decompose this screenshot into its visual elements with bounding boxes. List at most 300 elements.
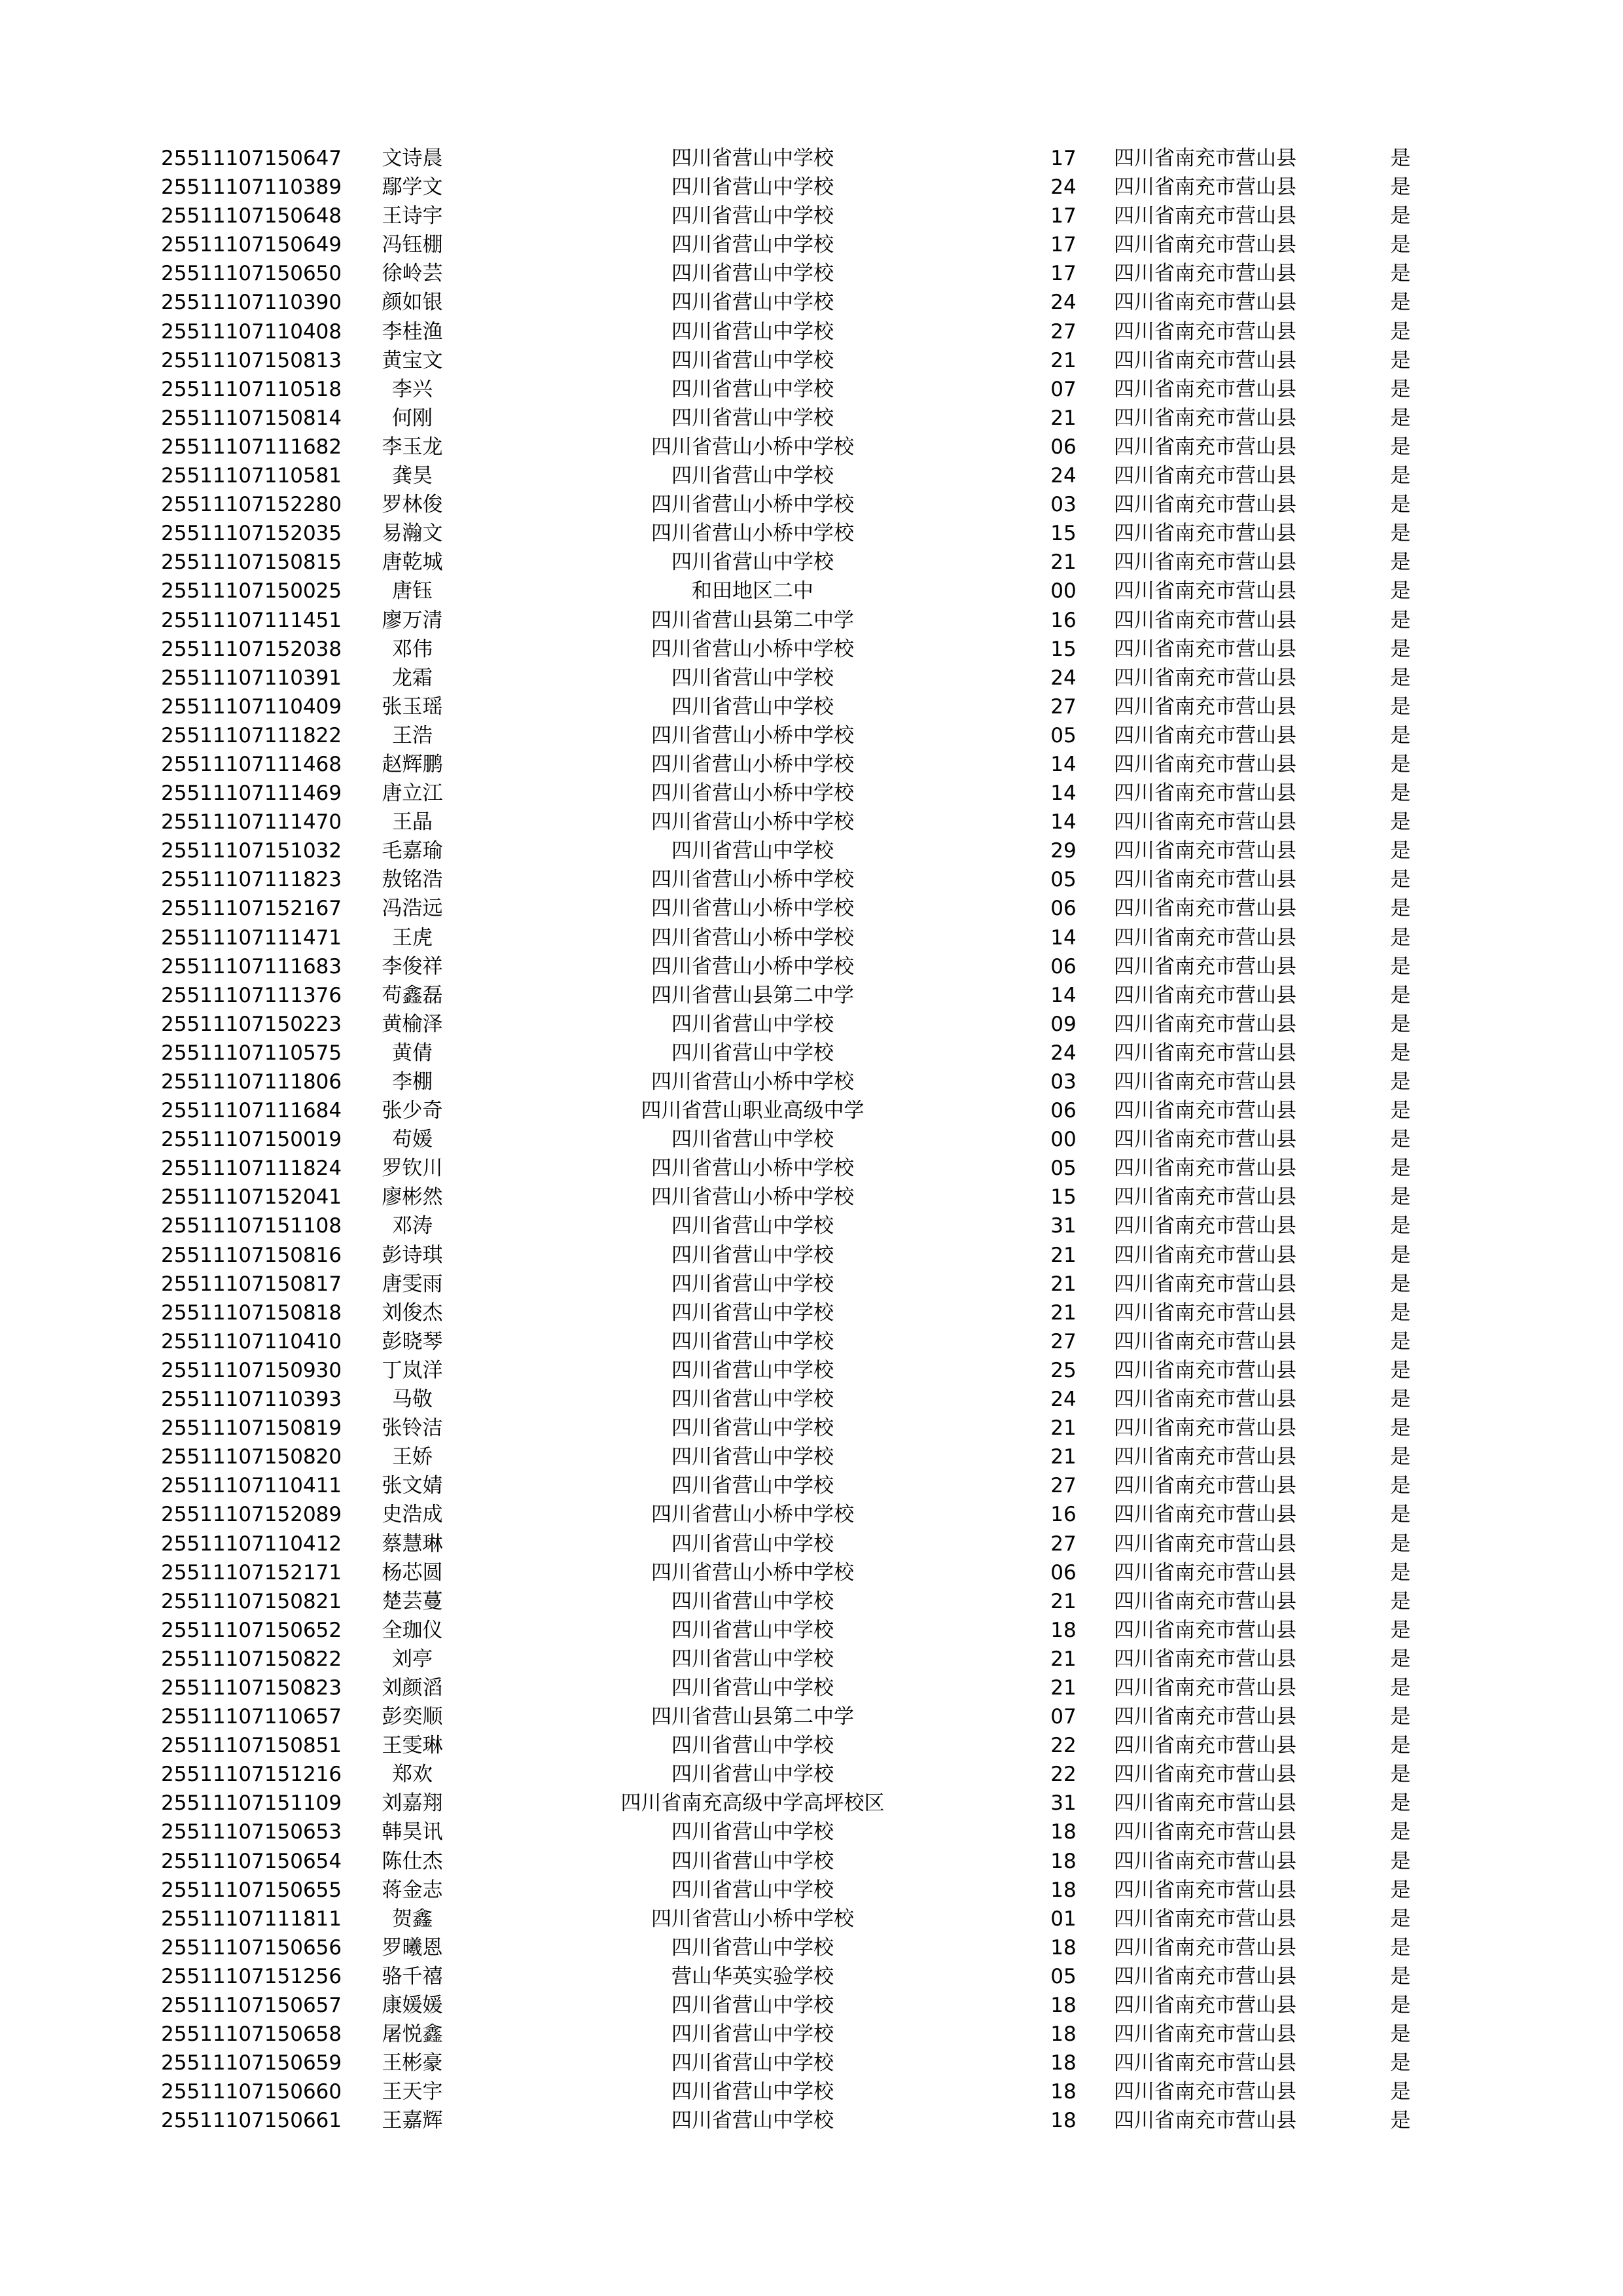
- cell-flag: 是: [1390, 666, 1411, 690]
- table-row: [0, 433, 1623, 461]
- table-row: [0, 1385, 1623, 1414]
- table-row: [0, 259, 1623, 288]
- cell-region: 四川省南充市营山县: [1114, 810, 1296, 834]
- cell-flag: 是: [1390, 1849, 1411, 1873]
- cell-region: 四川省南充市营山县: [1114, 1128, 1296, 1152]
- cell-number: 18: [1050, 1935, 1077, 1960]
- cell-id: 25511107150649: [161, 233, 342, 257]
- table-row: [0, 1674, 1623, 1702]
- cell-name: 文诗晨: [382, 147, 443, 170]
- cell-number: 15: [1050, 522, 1077, 546]
- cell-id: 25511107110575: [161, 1041, 342, 1065]
- cell-name: 王浩: [392, 723, 433, 747]
- cell-flag: 是: [1390, 319, 1411, 344]
- table-row: [0, 490, 1623, 519]
- cell-name: 全珈仪: [382, 1618, 443, 1642]
- cell-flag: 是: [1390, 694, 1411, 719]
- cell-region: 四川省南充市营山县: [1114, 1734, 1296, 1758]
- cell-school: 四川省营山中学校: [671, 2109, 834, 2133]
- cell-flag: 是: [1390, 954, 1411, 978]
- cell-region: 四川省南充市营山县: [1114, 1618, 1296, 1642]
- cell-region: 四川省南充市营山县: [1114, 1157, 1296, 1181]
- cell-flag: 是: [1390, 406, 1411, 430]
- table-row: [0, 1962, 1623, 1991]
- cell-school: 四川省营山中学校: [671, 2080, 834, 2104]
- cell-number: 27: [1050, 319, 1077, 344]
- table-row: [0, 1211, 1623, 1240]
- cell-number: 17: [1050, 147, 1077, 170]
- cell-region: 四川省南充市营山县: [1114, 1243, 1296, 1267]
- cell-id: 25511107110390: [161, 291, 342, 315]
- cell-flag: 是: [1390, 1329, 1411, 1354]
- cell-name: 张铃洁: [382, 1416, 443, 1441]
- cell-region: 四川省南充市营山县: [1114, 1791, 1296, 1816]
- table-row: [0, 1183, 1623, 1211]
- cell-number: 03: [1050, 1070, 1077, 1094]
- table-row: [0, 346, 1623, 375]
- cell-region: 四川省南充市营山县: [1114, 147, 1296, 170]
- cell-flag: 是: [1390, 1099, 1411, 1123]
- cell-name: 颜如银: [382, 291, 443, 315]
- cell-school: 四川省营山中学校: [671, 1935, 834, 1960]
- cell-flag: 是: [1390, 1012, 1411, 1036]
- cell-region: 四川省南充市营山县: [1114, 493, 1296, 517]
- cell-school: 四川省营山小桥中学校: [651, 1907, 854, 1931]
- cell-number: 21: [1050, 1647, 1077, 1671]
- cell-number: 03: [1050, 493, 1077, 517]
- cell-name: 唐乾城: [382, 550, 443, 575]
- cell-id: 25511107111471: [161, 925, 342, 950]
- cell-school: 四川省营山小桥中学校: [651, 723, 854, 747]
- cell-number: 21: [1050, 348, 1077, 372]
- cell-number: 18: [1050, 1820, 1077, 1844]
- cell-flag: 是: [1390, 348, 1411, 372]
- table-row: [0, 288, 1623, 317]
- cell-name: 罗曦恩: [382, 1935, 443, 1960]
- cell-name: 蒋金志: [382, 1878, 443, 1902]
- cell-number: 24: [1050, 175, 1077, 200]
- cell-number: 01: [1050, 1907, 1077, 1931]
- cell-school: 四川省营山中学校: [671, 1474, 834, 1498]
- cell-school: 四川省营山中学校: [671, 1676, 834, 1700]
- cell-name: 张少奇: [382, 1099, 443, 1123]
- cell-name: 李玉龙: [382, 435, 443, 459]
- cell-name: 贺鑫: [392, 1907, 433, 1931]
- cell-flag: 是: [1390, 925, 1411, 950]
- cell-school: 四川省营山中学校: [671, 1128, 834, 1152]
- cell-name: 冯浩远: [382, 897, 443, 921]
- cell-number: 07: [1050, 377, 1077, 401]
- cell-number: 17: [1050, 262, 1077, 286]
- cell-school: 四川省营山中学校: [671, 1445, 834, 1469]
- cell-id: 25511107151108: [161, 1214, 342, 1238]
- cell-id: 25511107150818: [161, 1300, 342, 1325]
- cell-region: 四川省南充市营山县: [1114, 1416, 1296, 1441]
- cell-flag: 是: [1390, 291, 1411, 315]
- cell-number: 18: [1050, 1849, 1077, 1873]
- table-row: [0, 1530, 1623, 1558]
- cell-number: 05: [1050, 723, 1077, 747]
- table-row: [0, 230, 1623, 259]
- cell-region: 四川省南充市营山县: [1114, 1358, 1296, 1382]
- cell-id: 25511107110393: [161, 1388, 342, 1412]
- cell-id: 25511107152035: [161, 522, 342, 546]
- table-row: [0, 1154, 1623, 1183]
- cell-school: 四川省营山中学校: [671, 1849, 834, 1873]
- table-row: [0, 1991, 1623, 2020]
- cell-region: 四川省南充市营山县: [1114, 435, 1296, 459]
- cell-school: 四川省营山中学校: [671, 1618, 834, 1642]
- cell-id: 25511107110389: [161, 175, 342, 200]
- cell-number: 18: [1050, 2109, 1077, 2133]
- cell-number: 17: [1050, 233, 1077, 257]
- cell-name: 龙霜: [392, 666, 433, 690]
- cell-region: 四川省南充市营山县: [1114, 752, 1296, 776]
- cell-region: 四川省南充市营山县: [1114, 1329, 1296, 1354]
- cell-name: 王天宇: [382, 2080, 443, 2104]
- cell-number: 18: [1050, 2022, 1077, 2047]
- cell-id: 25511107150654: [161, 1849, 342, 1873]
- cell-name: 苟鑫磊: [382, 983, 443, 1007]
- cell-school: 四川省营山小桥中学校: [651, 1070, 854, 1094]
- cell-school: 四川省营山中学校: [671, 1329, 834, 1354]
- cell-school: 四川省南充高级中学高坪校区: [620, 1791, 885, 1816]
- cell-region: 四川省南充市营山县: [1114, 319, 1296, 344]
- cell-number: 27: [1050, 1329, 1077, 1354]
- cell-number: 06: [1050, 954, 1077, 978]
- data-table: [0, 144, 1623, 2135]
- table-row: [0, 1905, 1623, 1933]
- cell-school: 四川省营山中学校: [671, 1734, 834, 1758]
- table-row: [0, 1299, 1623, 1327]
- cell-name: 罗林俊: [382, 493, 443, 517]
- cell-id: 25511107111470: [161, 810, 342, 834]
- cell-id: 25511107150930: [161, 1358, 342, 1382]
- cell-school: 四川省营山小桥中学校: [651, 954, 854, 978]
- cell-name: 冯钰棚: [382, 233, 443, 257]
- cell-region: 四川省南充市营山县: [1114, 1041, 1296, 1065]
- cell-school: 四川省营山中学校: [671, 1589, 834, 1613]
- cell-flag: 是: [1390, 1820, 1411, 1844]
- cell-number: 24: [1050, 464, 1077, 488]
- cell-name: 丁岚洋: [382, 1358, 443, 1382]
- cell-region: 四川省南充市营山县: [1114, 262, 1296, 286]
- cell-id: 25511107150656: [161, 1935, 342, 1960]
- table-row: [0, 577, 1623, 605]
- cell-name: 王娇: [392, 1445, 433, 1469]
- cell-id: 25511107152167: [161, 897, 342, 921]
- cell-school: 四川省营山小桥中学校: [651, 637, 854, 661]
- cell-number: 14: [1050, 752, 1077, 776]
- cell-number: 21: [1050, 550, 1077, 575]
- cell-id: 25511107152038: [161, 637, 342, 661]
- cell-name: 李桂渔: [382, 319, 443, 344]
- cell-name: 罗钦川: [382, 1157, 443, 1181]
- cell-school: 四川省营山中学校: [671, 233, 834, 257]
- cell-school: 四川省营山中学校: [671, 1358, 834, 1382]
- cell-id: 25511107150815: [161, 550, 342, 575]
- cell-id: 25511107150658: [161, 2022, 342, 2047]
- cell-name: 蔡慧琳: [382, 1532, 443, 1556]
- cell-number: 06: [1050, 897, 1077, 921]
- cell-region: 四川省南充市营山县: [1114, 637, 1296, 661]
- cell-region: 四川省南充市营山县: [1114, 175, 1296, 200]
- cell-flag: 是: [1390, 1647, 1411, 1671]
- cell-id: 25511107150019: [161, 1128, 342, 1152]
- cell-school: 四川省营山中学校: [671, 1012, 834, 1036]
- cell-school: 四川省营山中学校: [671, 406, 834, 430]
- cell-flag: 是: [1390, 493, 1411, 517]
- cell-number: 06: [1050, 435, 1077, 459]
- cell-flag: 是: [1390, 550, 1411, 575]
- cell-flag: 是: [1390, 1185, 1411, 1210]
- cell-flag: 是: [1390, 868, 1411, 892]
- cell-flag: 是: [1390, 1532, 1411, 1556]
- cell-flag: 是: [1390, 1503, 1411, 1527]
- cell-school: 四川省营山中学校: [671, 839, 834, 863]
- cell-number: 05: [1050, 1157, 1077, 1181]
- cell-region: 四川省南充市营山县: [1114, 2080, 1296, 2104]
- cell-school: 四川省营山中学校: [671, 1878, 834, 1902]
- cell-name: 刘嘉翔: [382, 1791, 443, 1816]
- cell-region: 四川省南充市营山县: [1114, 1185, 1296, 1210]
- table-row: [0, 635, 1623, 664]
- cell-flag: 是: [1390, 262, 1411, 286]
- table-row: [0, 692, 1623, 721]
- cell-name: 史浩成: [382, 1503, 443, 1527]
- cell-number: 24: [1050, 1388, 1077, 1412]
- cell-region: 四川省南充市营山县: [1114, 464, 1296, 488]
- cell-name: 楚芸蔓: [382, 1589, 443, 1613]
- cell-flag: 是: [1390, 1070, 1411, 1094]
- cell-id: 25511107150647: [161, 147, 342, 170]
- cell-school: 四川省营山中学校: [671, 1300, 834, 1325]
- cell-name: 陈仕杰: [382, 1849, 443, 1873]
- cell-region: 四川省南充市营山县: [1114, 579, 1296, 603]
- cell-flag: 是: [1390, 1964, 1411, 1988]
- table-row: [0, 1500, 1623, 1529]
- cell-id: 25511107151109: [161, 1791, 342, 1816]
- cell-number: 14: [1050, 781, 1077, 806]
- cell-id: 25511107111684: [161, 1099, 342, 1123]
- cell-flag: 是: [1390, 2109, 1411, 2133]
- table-row: [0, 1356, 1623, 1385]
- table-row: [0, 779, 1623, 808]
- cell-number: 09: [1050, 1012, 1077, 1036]
- cell-flag: 是: [1390, 1388, 1411, 1412]
- cell-name: 彭奕顺: [382, 1705, 443, 1729]
- cell-flag: 是: [1390, 579, 1411, 603]
- cell-id: 25511107111811: [161, 1907, 342, 1931]
- cell-flag: 是: [1390, 1214, 1411, 1238]
- cell-number: 29: [1050, 839, 1077, 863]
- cell-id: 25511107111468: [161, 752, 342, 776]
- cell-name: 敖铭浩: [382, 868, 443, 892]
- cell-name: 李兴: [392, 377, 433, 401]
- cell-flag: 是: [1390, 1791, 1411, 1816]
- cell-region: 四川省南充市营山县: [1114, 291, 1296, 315]
- cell-number: 21: [1050, 1300, 1077, 1325]
- table-row: [0, 606, 1623, 635]
- table-row: [0, 1067, 1623, 1096]
- cell-name: 刘颜滔: [382, 1676, 443, 1700]
- cell-region: 四川省南充市营山县: [1114, 666, 1296, 690]
- cell-id: 25511107110657: [161, 1705, 342, 1729]
- cell-id: 25511107150223: [161, 1012, 342, 1036]
- cell-number: 14: [1050, 925, 1077, 950]
- cell-name: 黄榆泽: [382, 1012, 443, 1036]
- cell-name: 王嘉辉: [382, 2109, 443, 2133]
- cell-name: 李棚: [392, 1070, 433, 1094]
- cell-school: 四川省营山中学校: [671, 319, 834, 344]
- cell-flag: 是: [1390, 464, 1411, 488]
- cell-name: 王雯琳: [382, 1734, 443, 1758]
- table-row: [0, 750, 1623, 779]
- cell-school: 四川省营山小桥中学校: [651, 897, 854, 921]
- cell-id: 25511107110410: [161, 1329, 342, 1354]
- table-row: [0, 202, 1623, 230]
- cell-region: 四川省南充市营山县: [1114, 1503, 1296, 1527]
- cell-school: 四川省营山小桥中学校: [651, 781, 854, 806]
- table-row: [0, 1645, 1623, 1674]
- cell-number: 27: [1050, 1474, 1077, 1498]
- cell-flag: 是: [1390, 1705, 1411, 1729]
- cell-number: 24: [1050, 1041, 1077, 1065]
- cell-id: 25511107150660: [161, 2080, 342, 2104]
- table-row: [0, 1471, 1623, 1500]
- cell-flag: 是: [1390, 1560, 1411, 1585]
- cell-region: 四川省南充市营山县: [1114, 1907, 1296, 1931]
- cell-id: 25511107111806: [161, 1070, 342, 1094]
- cell-flag: 是: [1390, 435, 1411, 459]
- table-row: [0, 1760, 1623, 1789]
- cell-name: 刘俊杰: [382, 1300, 443, 1325]
- cell-name: 唐钰: [392, 579, 433, 603]
- cell-flag: 是: [1390, 1878, 1411, 1902]
- cell-region: 四川省南充市营山县: [1114, 1878, 1296, 1902]
- table-row: [0, 1818, 1623, 1846]
- cell-flag: 是: [1390, 723, 1411, 747]
- table-row: [0, 865, 1623, 894]
- cell-flag: 是: [1390, 1935, 1411, 1960]
- cell-id: 25511107150659: [161, 2051, 342, 2075]
- cell-region: 四川省南充市营山县: [1114, 1532, 1296, 1556]
- table-row: [0, 1010, 1623, 1039]
- cell-name: 王彬豪: [382, 2051, 443, 2075]
- cell-number: 15: [1050, 1185, 1077, 1210]
- cell-flag: 是: [1390, 233, 1411, 257]
- cell-school: 四川省营山小桥中学校: [651, 1157, 854, 1181]
- cell-school: 四川省营山职业高级中学: [641, 1099, 865, 1123]
- cell-region: 四川省南充市营山县: [1114, 868, 1296, 892]
- cell-number: 21: [1050, 406, 1077, 430]
- cell-id: 25511107111683: [161, 954, 342, 978]
- table-row: [0, 144, 1623, 173]
- cell-school: 四川省营山中学校: [671, 1272, 834, 1296]
- cell-name: 李俊祥: [382, 954, 443, 978]
- cell-name: 徐岭芸: [382, 262, 443, 286]
- cell-flag: 是: [1390, 1128, 1411, 1152]
- table-row: [0, 1731, 1623, 1760]
- cell-school: 和田地区二中: [692, 579, 813, 603]
- cell-number: 31: [1050, 1791, 1077, 1816]
- cell-region: 四川省南充市营山县: [1114, 204, 1296, 228]
- cell-flag: 是: [1390, 1416, 1411, 1441]
- cell-region: 四川省南充市营山县: [1114, 348, 1296, 372]
- table-row: [0, 1125, 1623, 1154]
- cell-number: 06: [1050, 1099, 1077, 1123]
- cell-id: 25511107111823: [161, 868, 342, 892]
- cell-region: 四川省南充市营山县: [1114, 897, 1296, 921]
- cell-name: 廖彬然: [382, 1185, 443, 1210]
- cell-flag: 是: [1390, 983, 1411, 1007]
- cell-flag: 是: [1390, 608, 1411, 632]
- cell-region: 四川省南充市营山县: [1114, 983, 1296, 1007]
- cell-name: 康媛媛: [382, 1994, 443, 2017]
- cell-region: 四川省南充市营山县: [1114, 2051, 1296, 2075]
- cell-flag: 是: [1390, 147, 1411, 170]
- cell-name: 王虎: [392, 925, 433, 950]
- cell-name: 唐雯雨: [382, 1272, 443, 1296]
- cell-flag: 是: [1390, 897, 1411, 921]
- cell-id: 25511107110409: [161, 694, 342, 719]
- cell-flag: 是: [1390, 2022, 1411, 2047]
- cell-region: 四川省南充市营山县: [1114, 1849, 1296, 1873]
- cell-number: 00: [1050, 1128, 1077, 1152]
- cell-school: 四川省营山县第二中学: [651, 608, 854, 632]
- cell-school: 四川省营山中学校: [671, 291, 834, 315]
- cell-name: 刘亭: [392, 1647, 433, 1671]
- table-row: [0, 2106, 1623, 2135]
- cell-id: 25511107150025: [161, 579, 342, 603]
- cell-region: 四川省南充市营山县: [1114, 1676, 1296, 1700]
- cell-school: 四川省营山中学校: [671, 175, 834, 200]
- table-row: [0, 836, 1623, 865]
- cell-name: 赵辉鹏: [382, 752, 443, 776]
- cell-id: 25511107150655: [161, 1878, 342, 1902]
- cell-id: 25511107111824: [161, 1157, 342, 1181]
- cell-region: 四川省南充市营山县: [1114, 1300, 1296, 1325]
- table-row: [0, 1414, 1623, 1443]
- cell-id: 25511107152280: [161, 493, 342, 517]
- cell-region: 四川省南充市营山县: [1114, 1272, 1296, 1296]
- cell-number: 24: [1050, 666, 1077, 690]
- cell-region: 四川省南充市营山县: [1114, 1935, 1296, 1960]
- cell-id: 25511107150816: [161, 1243, 342, 1267]
- cell-region: 四川省南充市营山县: [1114, 925, 1296, 950]
- cell-flag: 是: [1390, 1589, 1411, 1613]
- cell-school: 四川省营山县第二中学: [651, 1705, 854, 1729]
- cell-id: 25511107150661: [161, 2109, 342, 2133]
- table-row: [0, 317, 1623, 346]
- cell-region: 四川省南充市营山县: [1114, 1964, 1296, 1988]
- cell-flag: 是: [1390, 2051, 1411, 2075]
- cell-number: 14: [1050, 983, 1077, 1007]
- cell-number: 22: [1050, 1734, 1077, 1758]
- cell-name: 张文婧: [382, 1474, 443, 1498]
- cell-id: 25511107111682: [161, 435, 342, 459]
- cell-number: 22: [1050, 1763, 1077, 1787]
- cell-region: 四川省南充市营山县: [1114, 608, 1296, 632]
- cell-name: 黄倩: [392, 1041, 433, 1065]
- cell-id: 25511107150648: [161, 204, 342, 228]
- cell-flag: 是: [1390, 781, 1411, 806]
- cell-number: 00: [1050, 579, 1077, 603]
- cell-number: 05: [1050, 868, 1077, 892]
- cell-number: 21: [1050, 1589, 1077, 1613]
- table-row: [0, 1587, 1623, 1616]
- cell-id: 25511107111469: [161, 781, 342, 806]
